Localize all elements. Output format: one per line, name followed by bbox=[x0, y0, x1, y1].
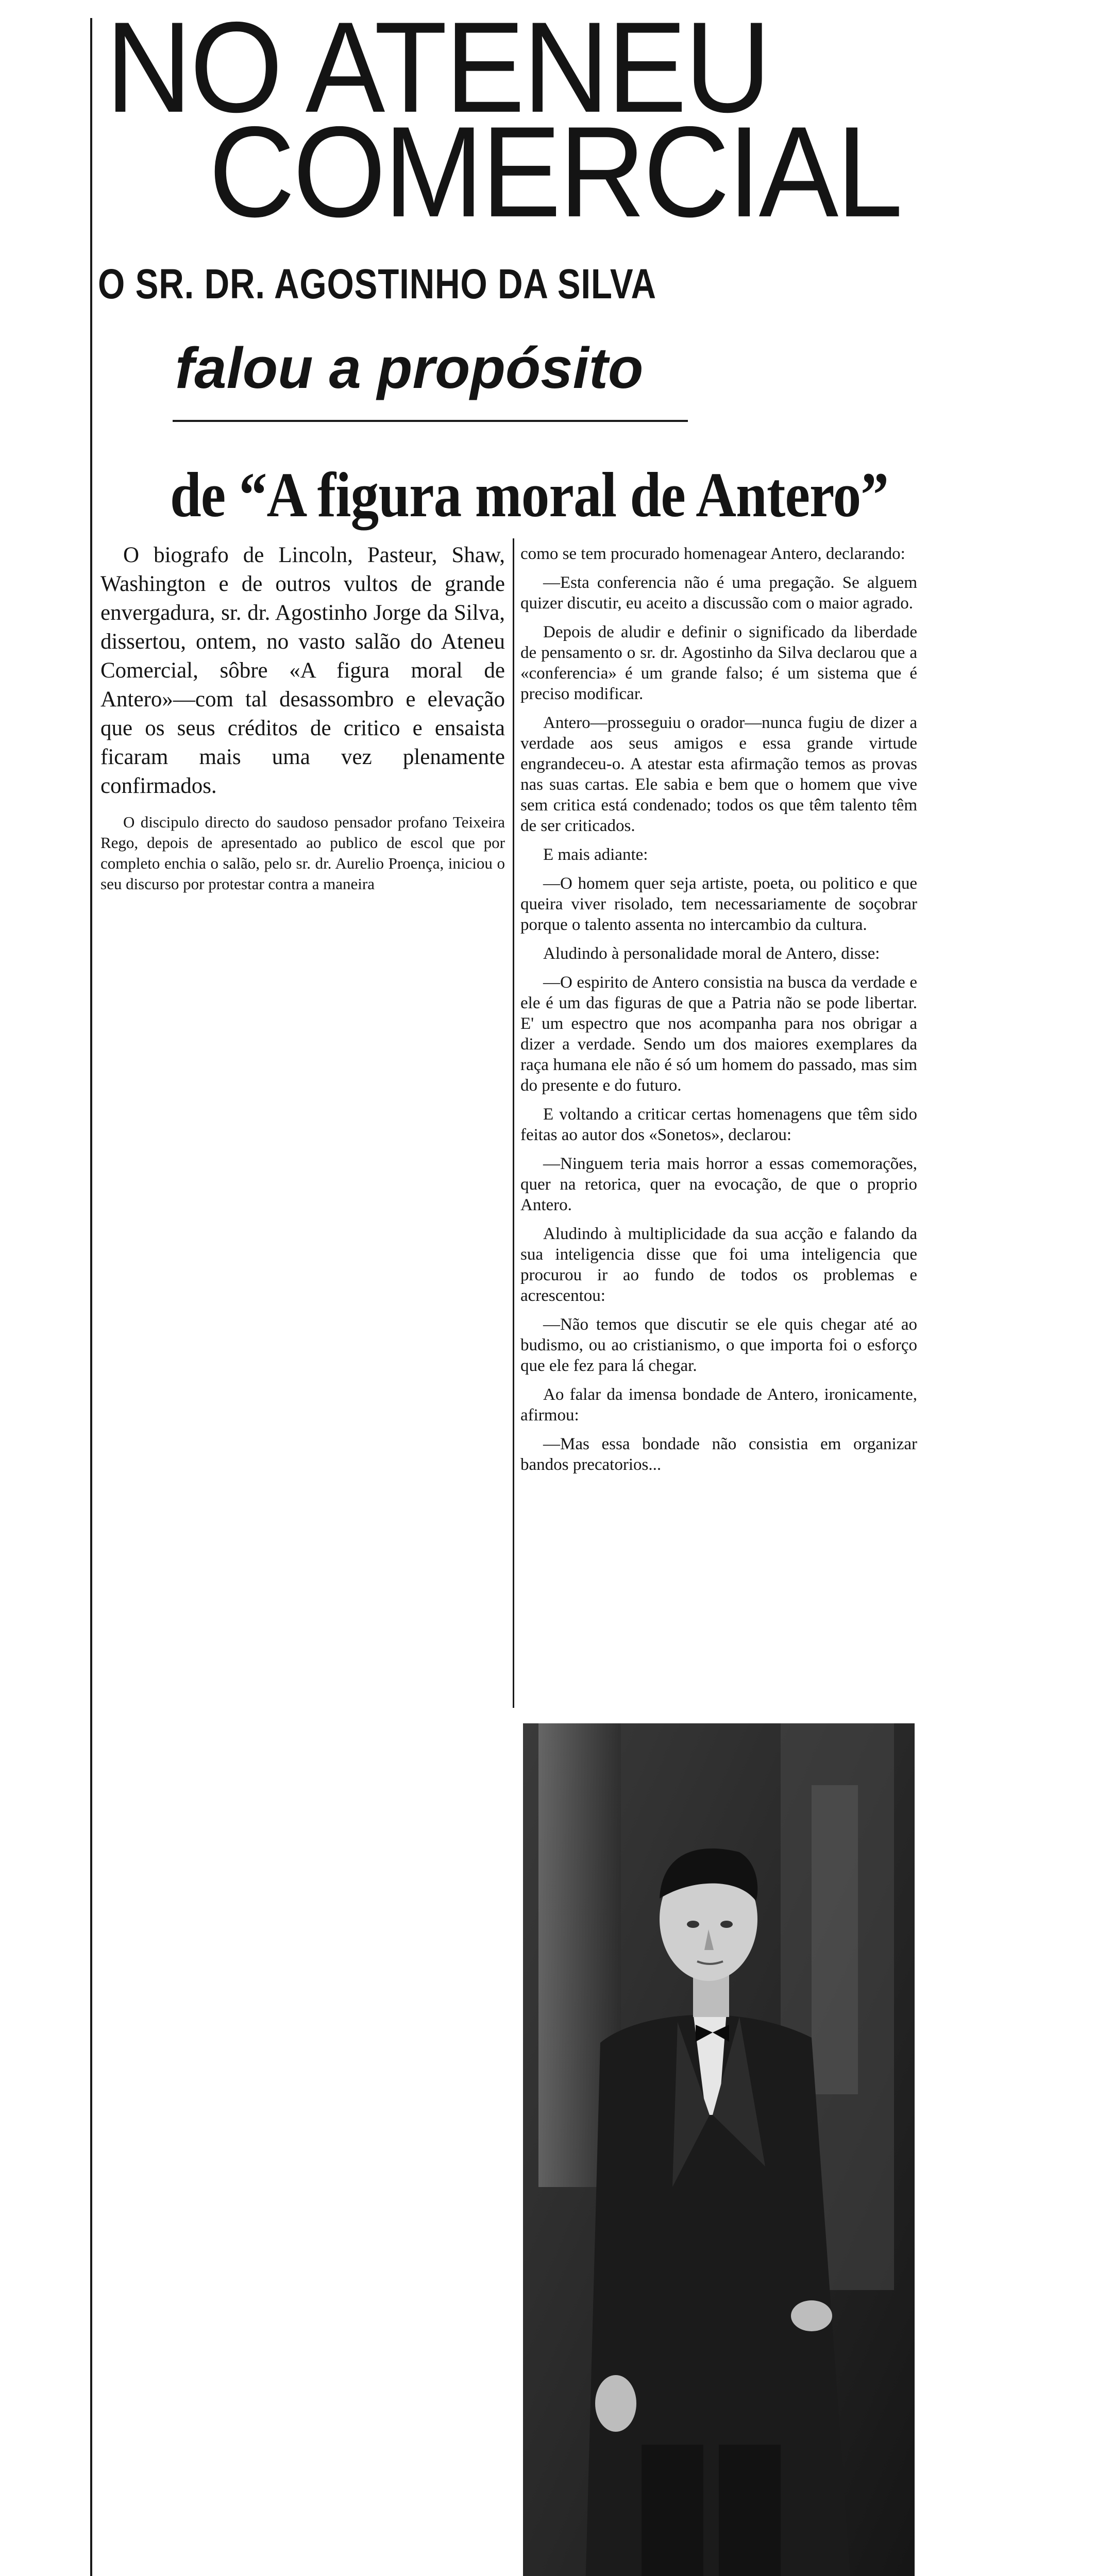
paragraph: —Esta conferencia não é uma pregação. Se alguem quizer discutir, eu aceito a discussão com o maior agrado. bbox=[520, 573, 917, 613]
deck-underline-rule bbox=[173, 420, 688, 422]
column-1 bbox=[100, 541, 505, 906]
headline-line-2: COMERCIAL bbox=[209, 100, 901, 244]
paragraph: E mais adiante: bbox=[543, 845, 648, 864]
paragraph: Aludindo à multiplicidade da sua acção e falando da sua inteligencia disse que foi uma inteligencia que procurou ir ao fundo de todos os problemas e acrescentou: bbox=[520, 1225, 917, 1305]
left-border-rule bbox=[90, 18, 92, 2576]
paragraph: —O homem quer seja artiste, poeta, ou politico e que queira viver risolado, tem necessariamente de soçobrar porque o talento assenta no intercambio da cultura. bbox=[520, 874, 917, 934]
paragraph: —Ninguem teria mais horror a essas comemorações, quer na retorica, quer na evocação, de que o proprio Antero. bbox=[520, 1155, 917, 1214]
paragraph: Antero—prosseguiu o orador—nunca fugiu de dizer a verdade aos seus amigos e essa grande virtude engrandeceu-o. A atestar esta afirmação temos as provas nas suas cartas. Ele sabia e bem que o homem que vive sem critica está condenado; todos os que têm talento têm de ser criticados. bbox=[520, 714, 917, 835]
lead-paragraph: O biografo de Lincoln, Pasteur, Shaw, Washington e de outros vultos de grande envergadura, sr. dr. Agostinho Jorge da Silva, dissertou, ontem, no vasto salão do Ateneu Comercial, sôbre «A figura moral de Antero»—com tal desassombro e elevação que os seus créditos de critico e ensaista ficaram mais uma vez plenamente confirmados. bbox=[100, 543, 505, 798]
paragraph: —Não temos que discutir se ele quis chegar até ao budismo, ou ao cristianismo, o que importa foi o esforço que ele fez para lá chegar. bbox=[520, 1315, 917, 1375]
portrait-illustration bbox=[523, 1723, 915, 2576]
paragraph: como se tem procurado homenagear Antero, declarando: bbox=[520, 545, 905, 563]
paragraph: Ao falar da imensa bondade de Antero, ironicamente, afirmou: bbox=[520, 1385, 917, 1425]
paragraph: —Mas essa bondade não consistia em organizar bandos precatorios... bbox=[520, 1435, 917, 1474]
column-2 bbox=[520, 544, 917, 1483]
column-divider-rule bbox=[513, 538, 514, 1708]
intro-paragraph: O discipulo directo do saudoso pensador profano Teixeira Rego, depois de apresentado ao publico de escol que por completo enchia o salão, pelo sr. dr. Aurelio Proença, iniciou o seu discurso por protestar contra a maneira bbox=[100, 813, 505, 893]
subheadline: falou a propósito bbox=[175, 336, 644, 400]
paragraph: E voltando a criticar certas homenagens que têm sido feitas ao autor dos «Sonetos», declarou: bbox=[520, 1105, 917, 1144]
article-title: de “A figura moral de Antero” bbox=[170, 460, 888, 530]
portrait-photo bbox=[523, 1723, 915, 2576]
headline bbox=[106, 0, 915, 244]
paragraph: —O espirito de Antero consistia na busca da verdade e ele é um das figuras de que a Patria não se pode libertar. E' um espectro que nos acompanha para nos obrigar a dizer a verdade. Sendo um dos maiores exemplares da raça humana ele não é só um homem do passado, mas sim do presente e do futuro. bbox=[520, 973, 917, 1095]
byline: O SR. DR. AGOSTINHO DA SILVA bbox=[98, 261, 656, 308]
paragraph: Aludindo à personalidade moral de Antero, disse: bbox=[543, 944, 880, 963]
paragraph: Depois de aludir e definir o significado da liberdade de pensamento o sr. dr. Agostinho da Silva declarou que a «conferencia» é um grande falso; é um sistema que é preciso modificar. bbox=[520, 623, 917, 703]
headline-line-1: NO ATENEU bbox=[106, 0, 769, 140]
